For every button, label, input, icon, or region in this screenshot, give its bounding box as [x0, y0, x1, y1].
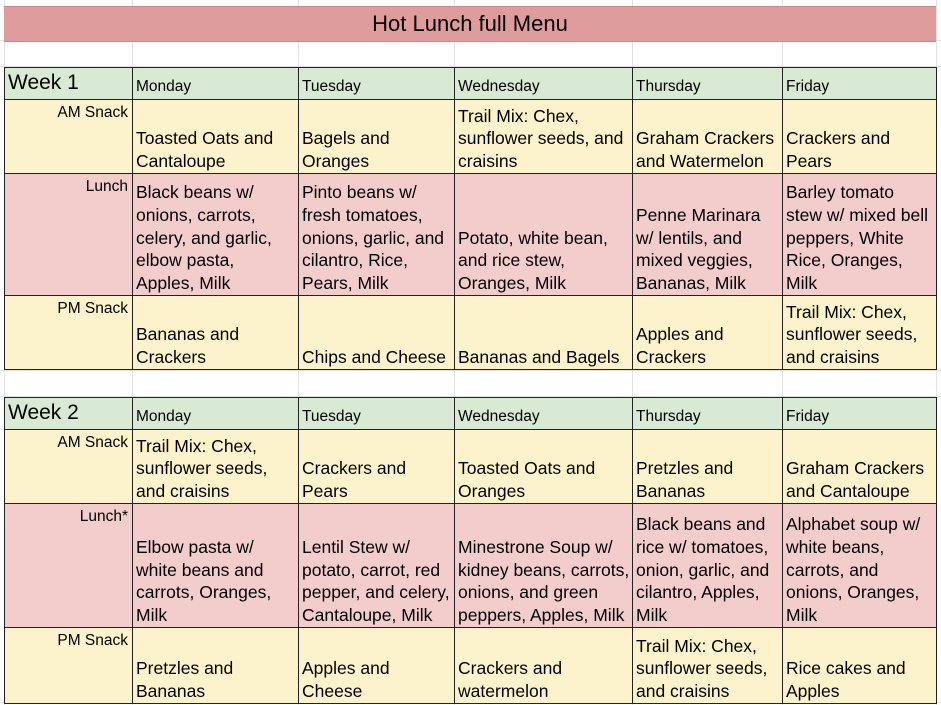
menu-cell[interactable]: Toasted Oats and Oranges	[455, 430, 633, 504]
day-header[interactable]: Tuesday	[299, 398, 455, 430]
menu-cell[interactable]: Graham Crackers and Watermelon	[633, 100, 783, 174]
menu-cell[interactable]: Trail Mix: Chex, sunflower seeds, and craisins	[133, 430, 299, 504]
day-header[interactable]: Wednesday	[455, 68, 633, 100]
menu-cell[interactable]: Minestrone Soup w/ kidney beans, carrots, onions, and green peppers, Apples, Milk	[455, 504, 633, 628]
menu-cell[interactable]: Elbow pasta w/ white beans and carrots, Oranges, Milk	[133, 504, 299, 628]
week-2-table	[4, 397, 937, 704]
menu-cell[interactable]: Crackers and Pears	[783, 100, 937, 174]
lunch-row	[5, 504, 937, 628]
day-header[interactable]: Thursday	[633, 398, 783, 430]
week-header-row	[5, 398, 937, 430]
am-snack-row	[5, 100, 937, 174]
row-label[interactable]: Lunch	[5, 174, 133, 296]
menu-cell[interactable]: Crackers and watermelon	[455, 628, 633, 704]
menu-cell[interactable]: Apples and Crackers	[633, 296, 783, 370]
menu-title[interactable]: Hot Lunch full Menu	[4, 6, 936, 42]
row-label[interactable]: PM Snack	[5, 296, 133, 370]
day-header[interactable]: Wednesday	[455, 398, 633, 430]
menu-cell[interactable]: Alphabet soup w/ white beans, carrots, and onions, Oranges, Milk	[783, 504, 937, 628]
menu-cell[interactable]: Potato, white bean, and rice stew, Oranges, Milk	[455, 174, 633, 296]
day-header[interactable]: Tuesday	[299, 68, 455, 100]
row-label[interactable]: AM Snack	[5, 100, 133, 174]
am-snack-row	[5, 430, 937, 504]
menu-cell[interactable]: Crackers and Pears	[299, 430, 455, 504]
menu-cell[interactable]: Pretzles and Bananas	[133, 628, 299, 704]
week-1-table	[4, 67, 937, 370]
menu-cell[interactable]: Trail Mix: Chex, sunflower seeds, and craisins	[783, 296, 937, 370]
menu-cell[interactable]: Apples and Cheese	[299, 628, 455, 704]
menu-cell[interactable]: Bananas and Bagels	[455, 296, 633, 370]
row-label[interactable]: Lunch*	[5, 504, 133, 628]
week-header-row	[5, 68, 937, 100]
row-label[interactable]: PM Snack	[5, 628, 133, 704]
menu-cell[interactable]: Bananas and Crackers	[133, 296, 299, 370]
menu-cell[interactable]: Black beans w/ onions, carrots, celery, and garlic, elbow pasta, Apples, Milk	[133, 174, 299, 296]
menu-cell[interactable]: Chips and Cheese	[299, 296, 455, 370]
lunch-row	[5, 174, 937, 296]
menu-cell[interactable]: Graham Crackers and Cantaloupe	[783, 430, 937, 504]
menu-cell[interactable]: Pinto beans w/ fresh tomatoes, onions, garlic, and cilantro, Rice, Pears, Milk	[299, 174, 455, 296]
menu-cell[interactable]: Rice cakes and Apples	[783, 628, 937, 704]
menu-cell[interactable]: Lentil Stew w/ potato, carrot, red pepper, and celery, Cantaloupe, Milk	[299, 504, 455, 628]
day-header[interactable]: Friday	[783, 68, 937, 100]
row-label[interactable]: AM Snack	[5, 430, 133, 504]
pm-snack-row	[5, 628, 937, 704]
menu-cell[interactable]: Toasted Oats and Cantaloupe	[133, 100, 299, 174]
menu-cell[interactable]: Trail Mix: Chex, sunflower seeds, and craisins	[455, 100, 633, 174]
pm-snack-row	[5, 296, 937, 370]
day-header[interactable]: Friday	[783, 398, 937, 430]
day-header[interactable]: Thursday	[633, 68, 783, 100]
menu-cell[interactable]: Trail Mix: Chex, sunflower seeds, and craisins	[633, 628, 783, 704]
day-header[interactable]: Monday	[133, 398, 299, 430]
week-label[interactable]: Week 2	[5, 398, 133, 430]
day-header[interactable]: Monday	[133, 68, 299, 100]
menu-cell[interactable]: Barley tomato stew w/ mixed bell peppers, White Rice, Oranges, Milk	[783, 174, 937, 296]
menu-cell[interactable]: Pretzles and Bananas	[633, 430, 783, 504]
menu-cell[interactable]: Bagels and Oranges	[299, 100, 455, 174]
menu-cell[interactable]: Black beans and rice w/ tomatoes, onion, garlic, and cilantro, Apples, Milk	[633, 504, 783, 628]
week-label[interactable]: Week 1	[5, 68, 133, 100]
menu-cell[interactable]: Penne Marinara w/ lentils, and mixed veggies, Bananas, Milk	[633, 174, 783, 296]
